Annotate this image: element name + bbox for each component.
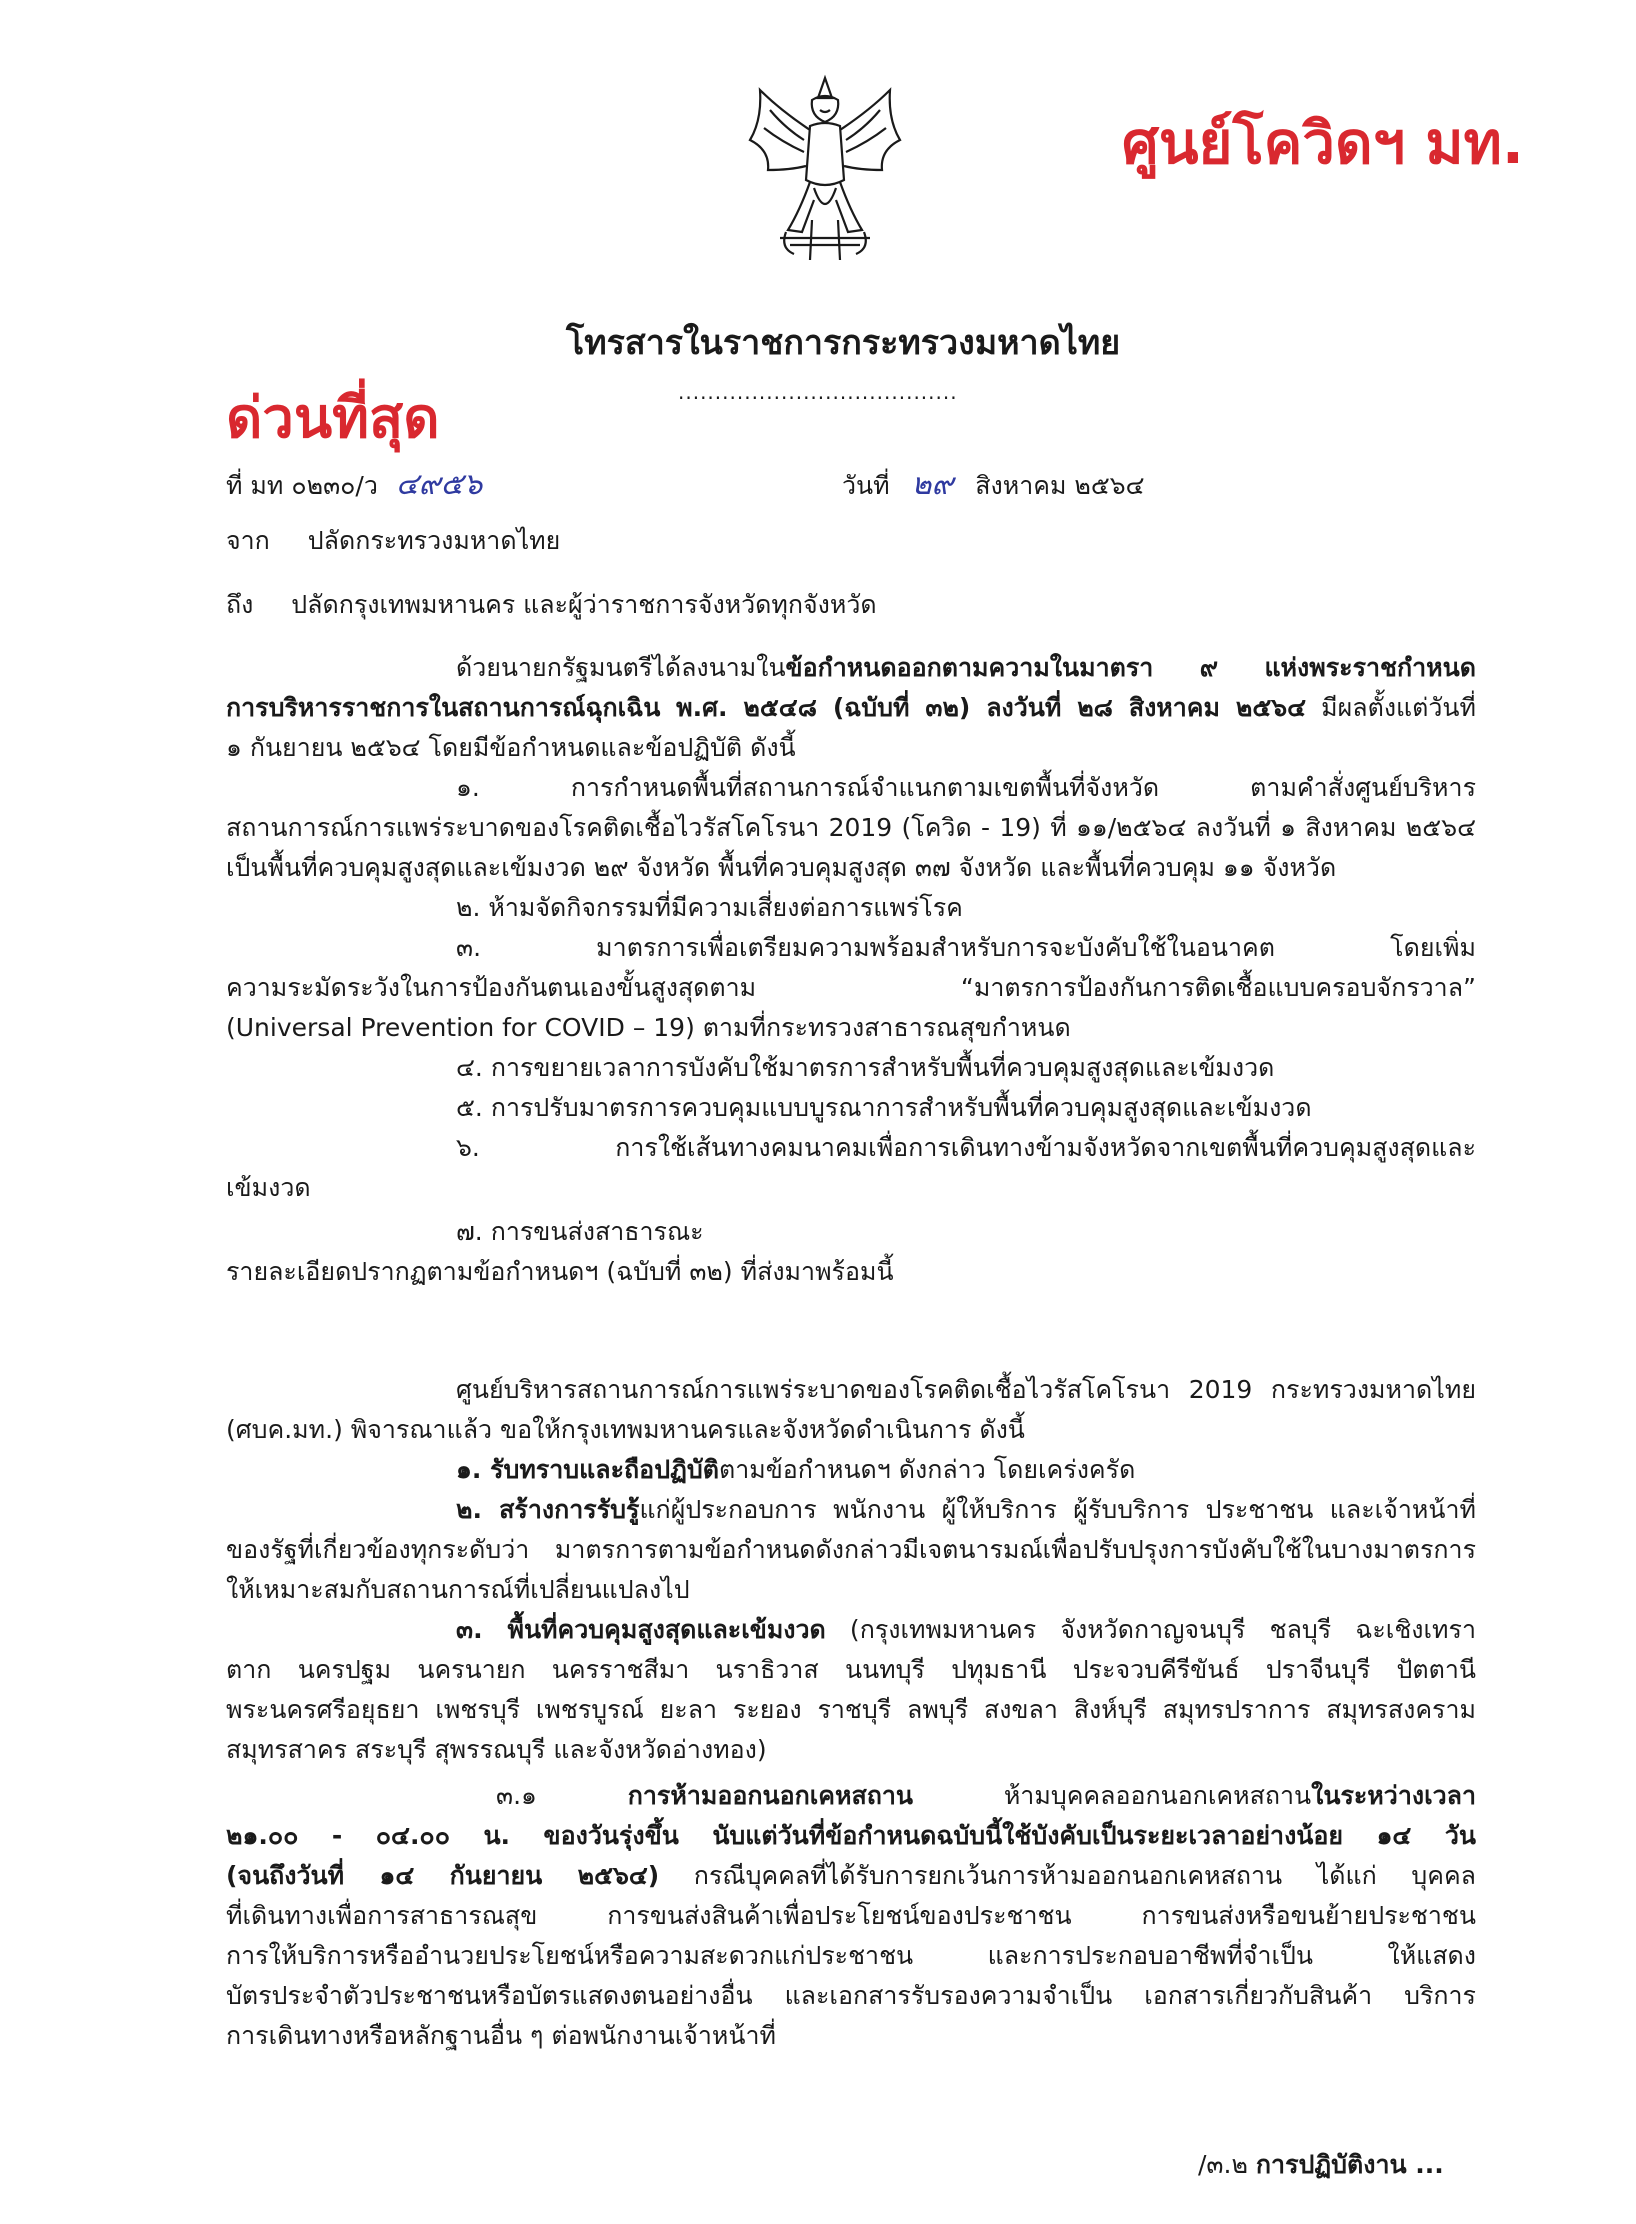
from-label: จาก	[226, 526, 270, 555]
item-3-line-2: ความระมัดระวังในการป้องกันตนเองขั้นสูงสุดตาม “มาตรการป้องกันการติดเชื้อแบบครอบจักรวาล”	[226, 973, 1476, 1002]
garuda-emblem	[740, 70, 910, 270]
request-31-line-3: (จนถึงวันที่ ๑๔ กันยายน ๒๕๖๔) กรณีบุคคลที่ได้รับการยกเว้นการห้ามออกนอกเคหสถาน ได้แก่ บุคคล	[226, 1861, 1476, 1890]
item-7: ๗. การขนส่งสาธารณะ	[456, 1217, 704, 1246]
request-2-line-1: ๒. สร้างการรับรู้แก่ผู้ประกอบการ พนักงาน ผู้ให้บริการ ผู้รับบริการ ประชาชน และเจ้าหน้าที่	[456, 1495, 1476, 1524]
reference-prefix: ที่ มท ๐๒๓๐/ว	[226, 471, 378, 500]
body-section-1	[226, 648, 1476, 1292]
item-5: ๕. การปรับมาตรการควบคุมแบบบูรณาการสำหรับพื้นที่ควบคุมสูงสุดและเข้มงวด	[456, 1093, 1312, 1122]
request-2-line-3: ให้เหมาะสมกับสถานการณ์ที่เปลี่ยนแปลงไป	[226, 1575, 690, 1604]
from-line	[226, 518, 560, 563]
continuation-note: /๓.๒ การปฏิบัติงาน ...	[1198, 2150, 1444, 2179]
from-value: ปลัดกระทรวงมหาดไทย	[307, 526, 561, 555]
to-value: ปลัดกรุงเทพมหานคร และผู้ว่าราชการจังหวัดทุกจังหวัด	[291, 590, 877, 619]
body-section-2	[226, 1370, 1476, 2056]
request-2-line-2: ของรัฐที่เกี่ยวข้องทุกระดับว่า มาตรการตามข้อกำหนดดังกล่าวมีเจตนารมณ์เพื่อปรับปรุงการบังคับใช้ในบางมาตรการ	[226, 1535, 1476, 1564]
item-1-line-2: สถานการณ์การแพร่ระบาดของโรคติดเชื้อไวรัสโคโรนา 2019 (โควิด - 19) ที่ ๑๑/๒๕๖๔ ลงวันที่ ๑ สิงหาคม ๒๕๖๔	[226, 813, 1476, 842]
date-rest: สิงหาคม ๒๕๖๔	[975, 471, 1145, 500]
center-line-1: ศูนย์บริหารสถานการณ์การแพร่ระบาดของโรคติดเชื้อไวรัสโคโรนา 2019 กระทรวงมหาดไทย	[456, 1375, 1476, 1404]
request-31-line-2: ๒๑.๐๐ - ๐๔.๐๐ น. ของวันรุ่งขึ้น นับแต่วันที่ข้อกำหนดฉบับนี้ใช้บังคับเป็นระยะเวลาอย่างน้อย ๑๔ วัน	[226, 1821, 1476, 1850]
intro-line-1: ด้วยนายกรัฐมนตรีได้ลงนามในข้อกำหนดออกตามความในมาตรา ๙ แห่งพระราชกำหนด	[456, 653, 1476, 682]
date-prefix: วันที่	[842, 471, 890, 500]
item-1-line-1: ๑. การกำหนดพื้นที่สถานการณ์จำแนกตามเขตพื้นที่จังหวัด ตามคำสั่งศูนย์บริหาร	[456, 773, 1476, 802]
request-3-line-3: พระนครศรีอยุธยา เพชรบุรี เพชรบูรณ์ ยะลา ระยอง ราชบุรี ลพบุรี สงขลา สิงห์บุรี สมุทรปราการ สมุทรสงคราม	[226, 1695, 1476, 1724]
reference-number	[226, 462, 482, 508]
request-31-line-5: การให้บริการหรืออำนวยประโยชน์หรือความสะดวกแก่ประชาชน และการประกอบอาชีพที่จำเป็น ให้แสดง	[226, 1941, 1476, 1970]
item-6-line-2: เข้มงวด	[226, 1173, 311, 1202]
urgency-label: ด่วนที่สุด	[226, 386, 440, 451]
to-label: ถึง	[226, 590, 254, 619]
request-3-line-1: ๓. พื้นที่ควบคุมสูงสุดและเข้มงวด (กรุงเทพมหานคร จังหวัดกาญจนบุรี ชลบุรี ฉะเชิงเทรา	[456, 1615, 1476, 1644]
handwritten-day: ๒๙	[911, 467, 954, 502]
intro-line-3: ๑ กันยายน ๒๕๖๔ โดยมีข้อกำหนดและข้อปฏิบัติ ดังนี้	[226, 733, 796, 762]
to-line	[226, 582, 877, 627]
intro-line-2: การบริหารราชการในสถานการณ์ฉุกเฉิน พ.ศ. ๒๕๔๘ (ฉบับที่ ๓๒) ลงวันที่ ๒๘ สิงหาคม ๒๕๖๔ มีผลตั้งแต่วันที่	[226, 693, 1476, 722]
item-3-line-3: (Universal Prevention for COVID – 19) ตามที่กระทรวงสาธารณสุขกำหนด	[226, 1013, 1071, 1042]
item-3-line-1: ๓. มาตรการเพื่อเตรียมความพร้อมสำหรับการจะบังคับใช้ในอนาคต โดยเพิ่ม	[456, 933, 1476, 962]
request-3-line-4: สมุทรสาคร สระบุรี สุพรรณบุรี และจังหวัดอ่างทอง)	[226, 1735, 767, 1764]
document-title: โทรสารในราชการกระทรวงมหาดไทย	[566, 323, 1121, 363]
request-31-line-1: ๓.๑ การห้ามออกนอกเคหสถาน ห้ามบุคคลออกนอกเคหสถานในระหว่างเวลา	[496, 1781, 1477, 1810]
item-1-line-3: เป็นพื้นที่ควบคุมสูงสุดและเข้มงวด ๒๙ จังหวัด พื้นที่ควบคุมสูงสุด ๓๗ จังหวัด และพื้นที่ควบคุม ๑๑ จังหวัด	[226, 853, 1337, 882]
item-4: ๔. การขยายเวลาการบังคับใช้มาตรการสำหรับพื้นที่ควบคุมสูงสุดและเข้มงวด	[456, 1053, 1275, 1082]
item-2: ๒. ห้ามจัดกิจกรรมที่มีความเสี่ยงต่อการแพร่โรค	[456, 893, 963, 922]
document-date	[842, 462, 1145, 508]
dotted-line: ......................................	[678, 380, 958, 404]
covid-center-title: ศูนย์โควิดฯ มท.	[1122, 109, 1524, 177]
item-6-line-1: ๖. การใช้เส้นทางคมนาคมเพื่อการเดินทางข้ามจังหวัดจากเขตพื้นที่ควบคุมสูงสุดและ	[456, 1133, 1476, 1162]
request-31-line-6: บัตรประจำตัวประชาชนหรือบัตรแสดงตนอย่างอื่น และเอกสารรับรองความจำเป็น เอกสารเกี่ยวกับสินค้า บริการ	[226, 1981, 1476, 2010]
request-1: ๑. รับทราบและถือปฏิบัติตามข้อกำหนดฯ ดังกล่าว โดยเคร่งครัด	[456, 1455, 1136, 1484]
details-line: รายละเอียดปรากฏตามข้อกำหนดฯ (ฉบับที่ ๓๒) ที่ส่งมาพร้อมนี้	[226, 1257, 894, 1286]
request-31-line-4: ที่เดินทางเพื่อการสาธารณสุข การขนส่งสินค้าเพื่อประโยชน์ของประชาชน การขนส่งหรือขนย้ายประชาชน	[226, 1901, 1476, 1930]
center-line-2: (ศบค.มท.) พิจารณาแล้ว ขอให้กรุงเทพมหานครและจังหวัดดำเนินการ ดังนี้	[226, 1415, 1025, 1444]
handwritten-number: ๔๙๕๖	[395, 467, 483, 502]
request-3-line-2: ตาก นครปฐม นครนายก นครราชสีมา นราธิวาส นนทบุรี ปทุมธานี ประจวบคีรีขันธ์ ปราจีนบุรี ปัตตานี	[226, 1655, 1476, 1684]
request-31-line-7: การเดินทางหรือหลักฐานอื่น ๆ ต่อพนักงานเจ้าหน้าที่	[226, 2021, 777, 2050]
